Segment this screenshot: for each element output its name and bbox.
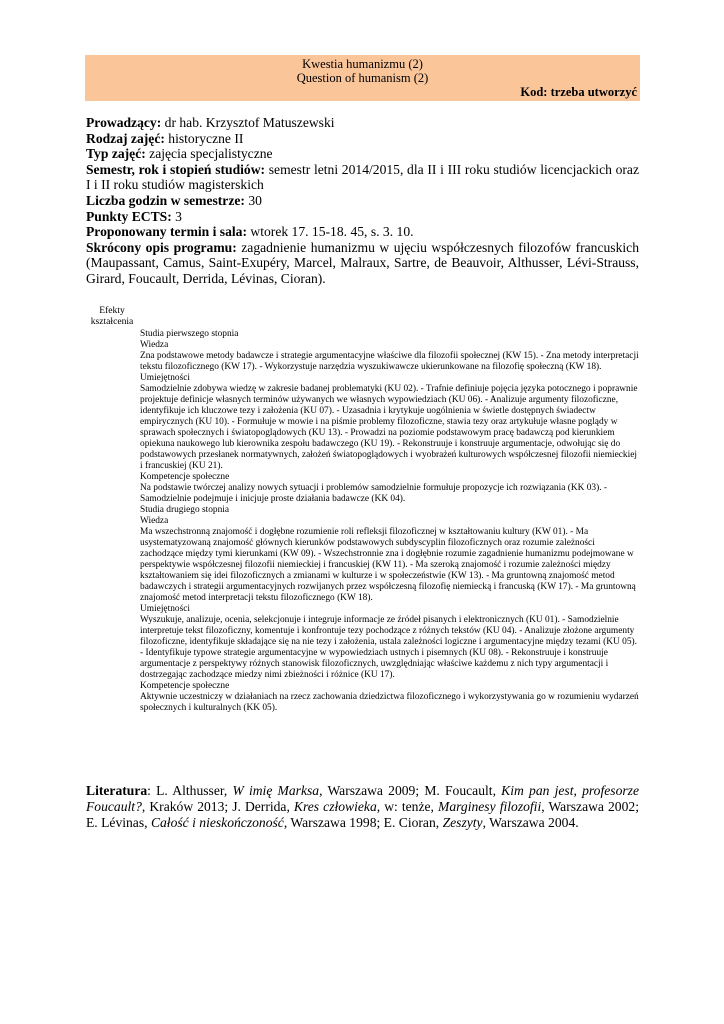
outcome-subheading: Umiejętności (140, 604, 190, 614)
ects-value: 3 (171, 208, 182, 224)
literature-title: Kim pan jest, profesorze Foucault? (86, 783, 639, 815)
class-type-value: zajęcia specjalistyczne (145, 146, 273, 162)
outcome-heading: Studia pierwszego stopnia (140, 329, 239, 339)
literature-text: , Warszawa 2002; E. Lévinas, (86, 799, 639, 831)
learning-outcomes-label (86, 305, 138, 327)
literature-title: Zeszyty (442, 815, 483, 831)
learning-outcomes-label-line1: Efekty (99, 305, 125, 316)
literature-text: , Warszawa 2004. (482, 815, 579, 831)
literature-title: Całość i nieskończoność (150, 815, 284, 831)
outcome-text: Aktywnie uczestniczy w działaniach na rzecz zachowania dziedzictwa filozoficznego i wykorzystywania go w rozumieniu wydarzeń społecznych i kulturalnych (KK 05). (140, 692, 639, 713)
learning-outcomes (140, 329, 640, 714)
semester-row (86, 162, 639, 193)
schedule-label: Proponowany termin i sala: (86, 224, 247, 240)
hours-value: 30 (244, 192, 262, 208)
outcome-subheading: Wiedza (140, 516, 169, 526)
instructor-value: dr hab. Krzysztof Matuszewski (161, 115, 335, 130)
schedule-row (86, 224, 639, 240)
class-type-row (86, 146, 639, 162)
outcome-text: Na podstawie twórczej analizy nowych sytuacji i problemów samodzielnie formułuje propozycje ich rozwiązania (KK 03). - Samodzielnie podejmuje i inicjuje proste działania badawcze (KK 04). (140, 483, 608, 504)
class-kind-label: Rodzaj zajęć: (86, 130, 165, 146)
description-row (86, 240, 639, 287)
course-title-pl: Kwestia humanizmu (2) (302, 57, 423, 71)
literature-title: W imię Marksa (232, 783, 320, 798)
class-type-label: Typ zajęć: (86, 146, 146, 162)
outcome-subheading: Wiedza (140, 340, 169, 350)
ects-row (86, 209, 639, 225)
hours-label: Liczba godzin w semestrze: (86, 192, 245, 208)
instructor-label: Prowadzący: (86, 115, 162, 130)
outcome-text: Samodzielnie zdobywa wiedzę w zakresie badanej problematyki (KU 02). - Trafnie definiuje pojęcia języka potocznego i poprawnie projektuje definicje własnych terminów używanych we własnych wypowiedziach (KU 06). - Analizuje argumenty filozoficzne, identyfikuje ich kluczowe tezy i założenia (KU 07). - Uzasadnia i krytykuje uogólnienia w świetle dostępnych świadectw empirycznych (KU 10). - Formułuje w mowie i na piśmie problemy filozoficzne, stawia tezy oraz artykułuje własne poglądy w sprawach społecznych i światopoglądowych (KU 13). - Prowadzi na poziomie podstawowym pracę badawczą pod kierunkiem opiekuna naukowego lub kierownika zespołu badawczego (KU 19). - Rekonstruuje i konstruuje argumentacje, odwołując się do podstawowych przesłanek normatywnych, założeń światopoglądowych i wyobrażeń kulturowych współczesnej filozofii niemieckiej i francuskiej (KU 21). (140, 384, 638, 471)
literature-text: : L. Althusser, (147, 783, 233, 798)
class-kind-row (86, 131, 639, 147)
literature-text: , Warszawa 1998; E. Cioran, (283, 815, 443, 831)
outcome-subheading: Kompetencje społeczne (140, 681, 230, 691)
outcome-subheading: Umiejętności (140, 373, 190, 383)
literature-label: Literatura (86, 783, 148, 798)
outcome-text: Wyszukuje, analizuje, ocenia, selekcjonuje i integruje informacje ze źródeł pisanych i elektronicznych (KU 01). - Samodzielnie interpretuje tekst filozoficzny, komentuje i konfrontuje tezy pochodzące z różnych tekstów (KU 04). - Analizuje złożone argumenty filozoficzne, identyfikuje składające się na nie tezy i założenia, ustala zależności logiczne i argumentacyjne między tezami (KU 05). - Identyfikuje typowe strategie argumentacyjne w wypowiedziach ustnych i pisemnych (KU 08). - Rekonstruuje i konstruuje argumentacje z perspektywy różnych stanowisk filozoficznych, uwzględniając właściwe każdemu z nich typy argumentacji i dostrzegając zachodzące miedzy nimi zbieżności i różnice (KU 17). (140, 615, 638, 680)
literature-text: , Kraków 2013; J. Derrida, (141, 799, 294, 815)
semester-value: semestr letni 2014/2015, dla II i III roku studiów licencjackich oraz I i II roku studiów magisterskich (86, 161, 639, 193)
outcome-subheading: Kompetencje społeczne (140, 472, 230, 482)
schedule-value: wtorek 17. 15-18. 45, s. 3. 10. (247, 224, 414, 240)
hours-row (86, 193, 639, 209)
literature (86, 783, 639, 832)
literature-title: Marginesy filozofii (438, 799, 542, 815)
course-code: Kod: trzeba utworzyć (520, 85, 637, 99)
semester-label: Semestr, rok i stopień studiów: (86, 161, 266, 177)
instructor-row (86, 115, 639, 131)
course-info (86, 115, 639, 287)
literature-text: , w: tenże, (376, 799, 438, 815)
literature-text: , Warszawa 2009; M. Foucault, (319, 783, 502, 798)
description-label: Skrócony opis programu: (86, 239, 237, 255)
class-kind-value: historyczne II (164, 130, 244, 146)
course-title-en: Question of humanism (2) (296, 71, 429, 85)
literature-title: Kres człowieka (293, 799, 377, 815)
outcome-text: Zna podstawowe metody badawcze i strategie argumentacyjne właściwe dla filozofii społecznej (KW 15). - Zna metody interpretacji tekstu filozoficznego (KW 17). - Wykorzystuje narzędzia wyszukiwawcze ukierunkowane na filozofię społeczną (KW 18). (140, 351, 639, 372)
outcome-text: Ma wszechstronną znajomość i dogłębne rozumienie roli refleksji filozoficznej w kształtowaniu kultury (KW 01). - Ma usystematyzowaną znajomość głównych kierunków podstawowych subdyscyplin filozoficznych oraz rozumie zależności zachodzące między tymi kierunkami (KW 09). - Wszechstronnie zna i dogłębnie rozumie zagadnienie humanizmu podejmowane w perspektywie współczesnej filozofii niemieckiej i francuskiej (KW 11). - Ma szeroką znajomość i rozumie zależności między kształtowaniem się idei filozoficznych a zmianami w kulturze i w społeczeństwie (KW 13). - Ma gruntowną znajomość metod badawczych i strategii argumentacyjnych rozwijanych przez współczesną filozofię niemiecką i francuską (KW 17). - Ma gruntowną znajomość metod interpretacji tekstu filozoficznego (KW 18). (140, 527, 636, 603)
learning-outcomes-label-line2: kształcenia (90, 316, 134, 327)
description-value: zagadnienie humanizmu w ujęciu współczesnych filozofów francuskich (Maupassant, Camus, Saint-Exupéry, Marcel, Malraux, Sartre, de Beauvoir, Althusser, Lévi-Strauss, Girard, Foucault, Derrida, Lévinas, Cioran). (86, 239, 639, 286)
ects-label: Punkty ECTS: (86, 208, 172, 224)
outcome-heading: Studia drugiego stopnia (140, 505, 230, 515)
course-header (85, 55, 640, 101)
